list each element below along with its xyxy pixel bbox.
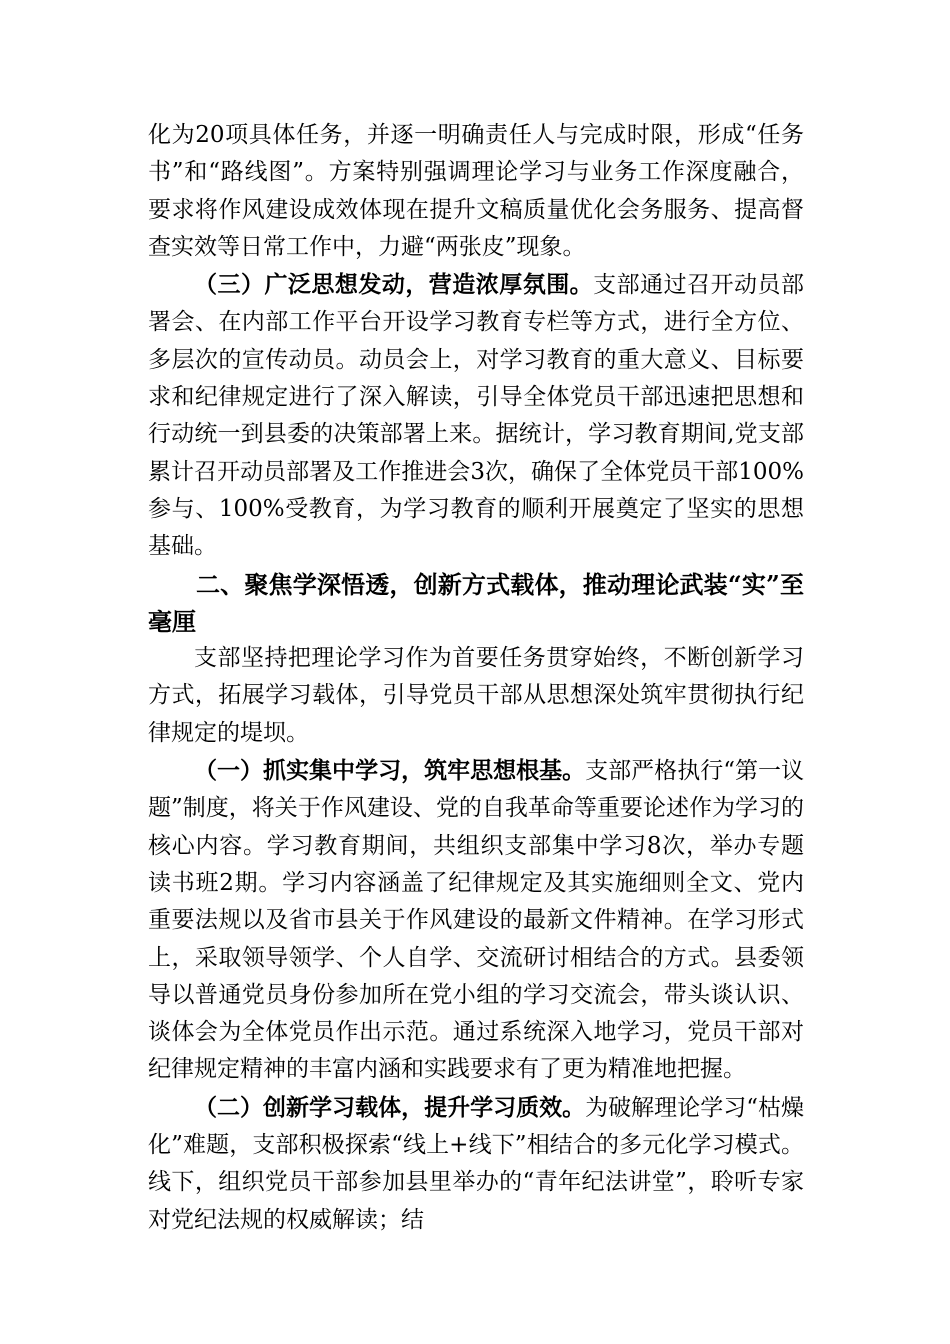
subheading-learning-carrier: （二）创新学习载体，提升学习质效。 [194,1093,586,1121]
paragraph-learning-carrier [148,1089,804,1239]
paragraph-mobilization [148,266,804,565]
paragraph-mobilization-body: 支部通过召开动员部署会、在内部工作平台开设学习教育专栏等方式，进行全方位、多层次的宣传动员。动员会上，对学习教育的重大意义、目标要求和纪律规定进行了深入解读，引导全体党员干部迅速把思想和行动统一到县委的决策部署上来。据统计，学习教育期间,党支部累计召开动员部署及工作推进会3次，确保了全体党员干部100%参与、100%受教育，为学习教育的顺利开展奠定了坚实的思想基础。 [148,272,805,560]
paragraph-task-breakdown: 化为20项具体任务，并逐一明确责任人与完成时限，形成“任务书”和“路线图”。方案特别强调理论学习与业务工作深度融合，要求将作风建设成效体现在提升文稿质量优化会务服务、提高督查实效等日常工作中，力避“两张皮”现象。 [148,122,804,260]
document-page [148,117,804,1239]
paragraph-centralized-study [148,752,804,1089]
section-heading-theory-study: 二、聚焦学深悟透，创新方式载体，推动理论武装“实”至毫厘 [148,569,804,636]
paragraph-section-intro: 支部坚持把理论学习作为首要任务贯穿始终，不断创新学习方式，拓展学习载体，引导党员干部从思想深处筑牢贯彻执行纪律规定的堤坝。 [148,645,804,746]
subheading-mobilization: （三）广泛思想发动，营造浓厚氛围。 [194,271,594,299]
subheading-centralized-study: （一）抓实集中学习，筑牢思想根基。 [194,757,586,785]
paragraph-learning-carrier-body: 为破解理论学习“枯燥化”难题，支部积极探索“线上+线下”相结合的多元化学习模式。线下，组织党员干部参加县里举办的“青年纪法讲堂”，聆听专家对党纪法规的权威解读；结 [148,1094,804,1233]
paragraph-centralized-study-body: 支部严格执行“第一议题”制度，将关于作风建设、党的自我革命等重要论述作为学习的核心内容。学习教育期间，共组织支部集中学习8次，举办专题读书班2期。学习内容涵盖了纪律规定及其实施细则全文、党内重要法规以及省市县关于作风建设的最新文件精神。在学习形式上，采取领导领学、个人自学、交流研讨相结合的方式。县委领导以普通党员身份参加所在党小组的学习交流会，带头谈认识、谈体会为全体党员作出示范。通过系统深入地学习，党员干部对纪律规定精神的丰富内涵和实践要求有了更为精准地把握。 [148,758,804,1083]
